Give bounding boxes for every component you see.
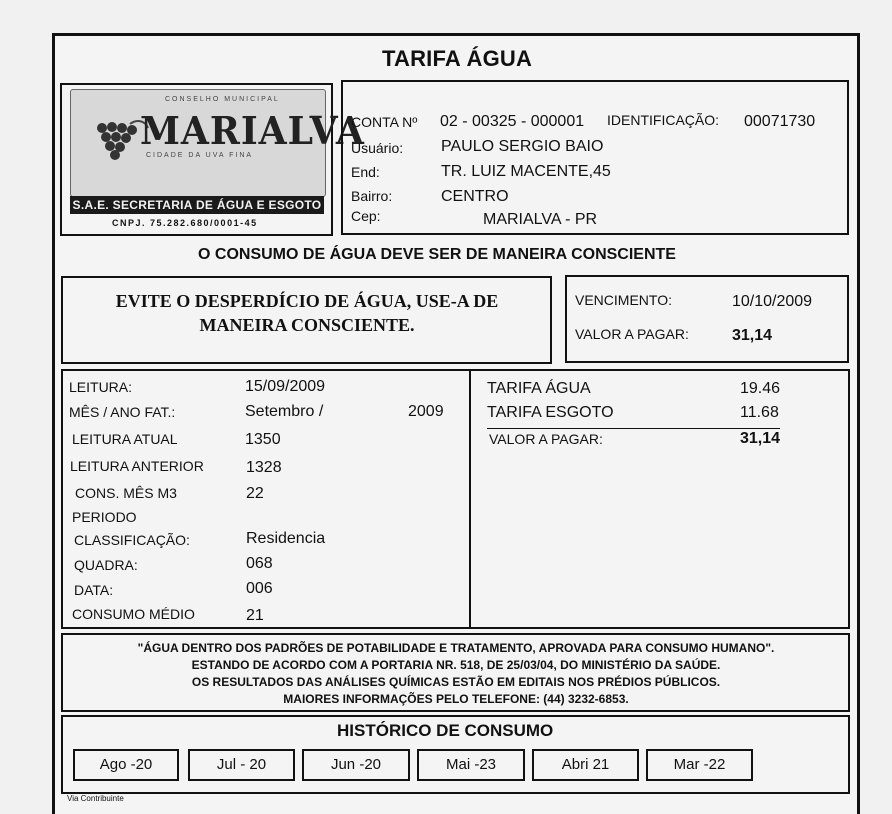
mes-ano-label: MÊS / ANO FAT.: bbox=[69, 404, 176, 420]
cep-label: Cep: bbox=[351, 208, 381, 224]
consumo-mes-label: CONS. MÊS M3 bbox=[75, 485, 177, 501]
data-value: 006 bbox=[246, 580, 273, 597]
bairro-label: Bairro: bbox=[351, 188, 393, 204]
message-line-2: MANEIRA CONSCIENTE. bbox=[199, 315, 415, 335]
due-box bbox=[565, 275, 849, 363]
cep-value: MARIALVA - PR bbox=[483, 211, 598, 228]
history-title: HISTÓRICO DE CONSUMO bbox=[337, 721, 554, 740]
conta-value: 02 - 00325 - 000001 bbox=[440, 113, 585, 130]
leitura-anterior-label: LEITURA ANTERIOR bbox=[70, 458, 204, 474]
data-label: DATA: bbox=[74, 582, 114, 598]
via-contribuinte: Via Contribuinte bbox=[67, 794, 124, 803]
history-item: Abri 21 bbox=[532, 749, 639, 781]
classificacao-value: Residencia bbox=[246, 530, 326, 547]
tarifa-esgoto-label: TARIFA ESGOTO bbox=[487, 404, 614, 421]
quality-line-2: ESTANDO DE ACORDO COM A PORTARIA NR. 518, DE 25/03/04, DO MINISTÉRIO DA SAÚDE. bbox=[191, 658, 721, 672]
history-item: Mar -22 bbox=[646, 749, 753, 781]
usuario-label: Usuário: bbox=[351, 140, 404, 156]
logo-name: MARIALVA bbox=[140, 108, 365, 153]
usuario-value: PAULO SERGIO BAIO bbox=[441, 138, 604, 155]
identificacao-value: 00071730 bbox=[744, 113, 816, 130]
leitura-anterior-value: 1328 bbox=[246, 459, 282, 476]
history-item: Mai -23 bbox=[417, 749, 525, 781]
logo-top-text: CONSELHO MUNICIPAL bbox=[165, 96, 280, 103]
charges-separator bbox=[487, 428, 780, 429]
endereco-value: TR. LUIZ MACENTE,45 bbox=[441, 163, 611, 180]
leitura-atual-value: 1350 bbox=[245, 431, 281, 448]
endereco-label: End: bbox=[351, 164, 380, 180]
quality-line-3: OS RESULTADOS DAS ANÁLISES QUÍMICAS ESTÃO EM EDITAIS NOS PRÉDIOS PÚBLICOS. bbox=[191, 675, 721, 689]
bairro-value: CENTRO bbox=[441, 188, 509, 205]
tarifa-esgoto-value: 11.68 bbox=[740, 404, 779, 421]
history-item: Jun -20 bbox=[302, 749, 410, 781]
quality-line-1: "ÁGUA DENTRO DOS PADRÕES DE POTABILIDADE E TRATAMENTO, APROVADA PARA CONSUMO HUMANO". bbox=[137, 641, 775, 655]
conservation-message bbox=[76, 289, 538, 337]
total-value: 31,14 bbox=[740, 430, 781, 447]
leitura-atual-label: LEITURA ATUAL bbox=[72, 431, 178, 447]
valor-pagar-value: 31,14 bbox=[732, 327, 773, 344]
reading-divider bbox=[469, 371, 471, 627]
logo-band: S.A.E. SECRETARIA DE ÁGUA E ESGOTO bbox=[70, 196, 324, 214]
total-label: VALOR A PAGAR: bbox=[489, 431, 603, 447]
consumption-headline: O CONSUMO DE ÁGUA DEVE SER DE MANEIRA CONSCIENTE bbox=[198, 246, 676, 263]
vencimento-label: VENCIMENTO: bbox=[575, 292, 672, 308]
history-item: Ago -20 bbox=[73, 749, 179, 781]
quality-notice bbox=[66, 640, 846, 708]
leitura-value: 15/09/2009 bbox=[245, 378, 326, 395]
tarifa-agua-value: 19.46 bbox=[740, 380, 781, 397]
leitura-label: LEITURA: bbox=[69, 379, 133, 395]
classificacao-label: CLASSIFICAÇÃO: bbox=[74, 532, 190, 548]
tarifa-agua-label: TARIFA ÁGUA bbox=[487, 380, 591, 397]
quadra-value: 068 bbox=[246, 555, 273, 572]
valor-pagar-label: VALOR A PAGAR: bbox=[575, 326, 689, 342]
cnpj: CNPJ. 75.282.680/0001-45 bbox=[112, 218, 258, 228]
mes-value: Setembro / bbox=[245, 403, 324, 420]
ano-value: 2009 bbox=[408, 403, 444, 420]
bill-title: TARIFA ÁGUA bbox=[382, 46, 533, 71]
quadra-label: QUADRA: bbox=[74, 557, 138, 573]
consumo-mes-value: 22 bbox=[246, 485, 264, 502]
history-item: Jul - 20 bbox=[188, 749, 295, 781]
consumo-medio-label: CONSUMO MÉDIO bbox=[72, 606, 195, 622]
identificacao-label: IDENTIFICAÇÃO: bbox=[607, 112, 720, 128]
vencimento-value: 10/10/2009 bbox=[732, 293, 813, 310]
reading-box bbox=[61, 369, 850, 629]
consumo-medio-value: 21 bbox=[246, 607, 264, 624]
conta-label: CONTA Nº bbox=[351, 114, 418, 130]
periodo-label: PERIODO bbox=[72, 509, 137, 525]
logo-sub-text: CIDADE DA UVA FINA bbox=[146, 152, 254, 159]
message-line-1: EVITE O DESPERDÍCIO DE ÁGUA, USE-A DE bbox=[115, 291, 499, 311]
quality-line-4: MAIORES INFORMAÇÕES PELO TELEFONE: (44) 3232-6853. bbox=[283, 692, 629, 706]
